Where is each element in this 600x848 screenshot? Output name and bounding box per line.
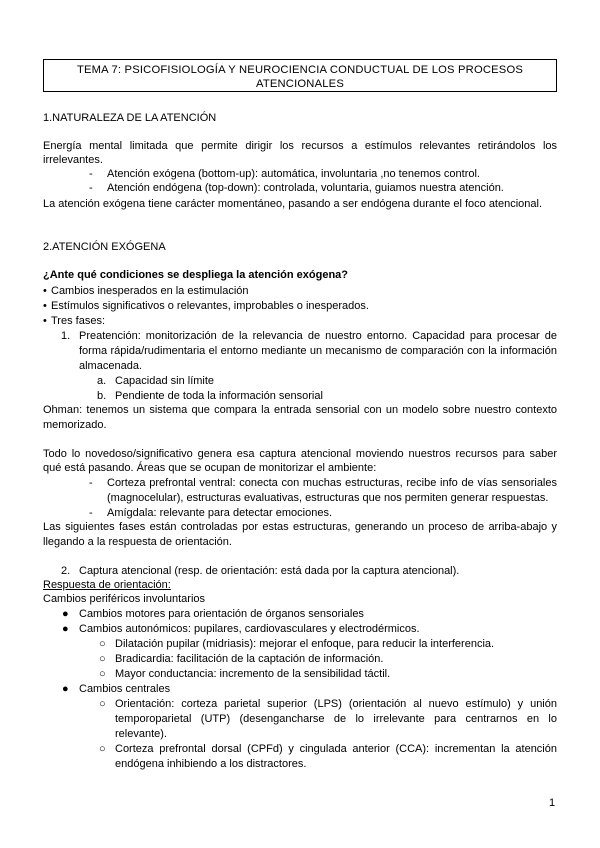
title-line-1: TEMA 7: PSICOFISIOLOGÍA Y NEUROCIENCIA CONDUCTUAL DE LOS PROCESOS (76, 64, 524, 76)
circle-marker: ○ (99, 668, 106, 680)
phase-1-sub-b: Pendiente de toda la información sensorial (115, 390, 323, 402)
letter-marker-b: b. (97, 390, 107, 402)
circle-marker: ○ (99, 698, 106, 710)
bullet-marker: • (43, 300, 47, 312)
s1-bullet-exogena: Atención exógena (bottom-up): automática, involuntaria ,no tenemos control. (107, 168, 480, 180)
dash-marker: - (89, 507, 93, 519)
bradicardia: Bradicardia: facilitación de la captación de información. (115, 653, 384, 665)
ohman-line-2: memorizado. (43, 419, 107, 431)
orientacion-line-1: Orientación: corteza parietal superior (LPS) (orientación al nuevo estímulo) y unión (115, 698, 557, 710)
novedoso-line-1: Todo lo novedoso/significativo genera esa captura atencional moviendo nuestros recursos para saber (43, 448, 557, 460)
phase-2: Captura atencional (resp. de orientación: está dada por la captura atencional). (79, 565, 460, 577)
s1-bullet-endogena: Atención endógena (top-down): controlada, voluntaria, guiamos nuestra atención. (107, 182, 504, 194)
circle-marker: ○ (99, 653, 106, 665)
phase-1-line-1: Preatención: monitorización de la relevancia de nuestro entorno. Capacidad para procesar de (79, 330, 557, 342)
phase-1-line-3: almacenada. (79, 360, 142, 372)
amigdala-item: Amígdala: relevante para detectar emociones. (107, 507, 333, 519)
respuesta-heading: Respuesta de orientación: (43, 579, 171, 591)
condition-1: Cambios inesperados en la estimulación (51, 285, 249, 297)
condition-3: Tres fases: (51, 315, 105, 327)
s1-paragraph-line-1: Energía mental limitada que permite dirigir los recursos a estímulos relevantes retirándolos los (43, 140, 557, 152)
section-2-heading: 2.ATENCIÓN EXÓGENA (43, 241, 166, 253)
corteza-line-1: Corteza prefrontal ventral: conecta con muchas estructuras, recibe info de vías sensoriales (107, 477, 557, 489)
corteza-line-2: (magnocelular), estructuras evaluativas, estructuras que nos permiten generar respuestas. (107, 492, 549, 504)
novedoso-line-2: qué está pasando. Áreas que se ocupan de monitorizar el ambiente: (43, 462, 377, 474)
number-marker-2: 2. (61, 565, 71, 577)
number-marker-1: 1. (61, 330, 71, 342)
dilatacion-pupilar: Dilatación pupilar (midriasis): mejorar el enfoque, para reducir la interferencia. (115, 638, 495, 650)
orientacion-line-2: temporoparietal (UTP) (desengancharse de lo irrelevante para centrarnos en lo (115, 713, 557, 725)
circle-marker: ○ (99, 743, 106, 755)
cambios-centrales: Cambios centrales (79, 683, 171, 695)
disc-marker: ● (62, 608, 69, 620)
cpfd-line-1: Corteza prefrontal dorsal (CPFd) y cingulada anterior (CCA): incrementan la atención (115, 743, 557, 755)
siguientes-line-1: Las siguientes fases están controladas por estas estructuras, generando un proceso de arriba-abajo y (43, 521, 557, 533)
circle-marker: ○ (99, 638, 106, 650)
title-line-2: ATENCIONALES (256, 78, 344, 90)
title-box (43, 59, 557, 92)
s2-question: ¿Ante qué condiciones se despliega la atención exógena? (43, 269, 349, 281)
letter-marker-a: a. (97, 375, 107, 387)
s1-paragraph-line-2: irrelevantes. (43, 154, 103, 166)
dash-marker: - (89, 168, 93, 180)
phase-1-line-2: forma rápida/rudimentaria el entorno mediante un mecanismo de comparación con la información (79, 345, 557, 357)
disc-marker: ● (62, 623, 69, 635)
siguientes-line-2: llegando a la respuesta de orientación. (43, 536, 232, 548)
condition-2: Estímulos significativos o relevantes, improbables o inesperados. (51, 300, 369, 312)
bullet-marker: • (43, 285, 47, 297)
section-1-heading: 1.NATURALEZA DE LA ATENCIÓN (43, 112, 217, 124)
disc-marker: ● (62, 683, 69, 695)
mayor-conductancia: Mayor conductancia: incremento de la sensibilidad táctil. (115, 668, 391, 680)
page-number: 1 (549, 797, 556, 809)
perifericos-label: Cambios periféricos involuntarios (43, 593, 206, 605)
cambios-motores: Cambios motores para orientación de órganos sensoriales (79, 608, 364, 620)
cambios-autonomicos: Cambios autonómicos: pupilares, cardiovasculares y electrodérmicos. (79, 623, 420, 635)
orientacion-line-3: relevante). (115, 728, 167, 740)
dash-marker: - (89, 182, 93, 194)
dash-marker: - (89, 477, 93, 489)
ohman-line-1: Ohman: tenemos un sistema que compara la entrada sensorial con un modelo sobre nuestro contexto (43, 404, 557, 416)
s1-paragraph-2: La atención exógena tiene carácter momentáneo, pasando a ser endógena durante el foco atencional. (43, 198, 543, 210)
bullet-marker: • (43, 315, 47, 327)
cpfd-line-2: endógena inhibiendo a los distractores. (115, 758, 307, 770)
phase-1-sub-a: Capacidad sin límite (115, 375, 215, 387)
